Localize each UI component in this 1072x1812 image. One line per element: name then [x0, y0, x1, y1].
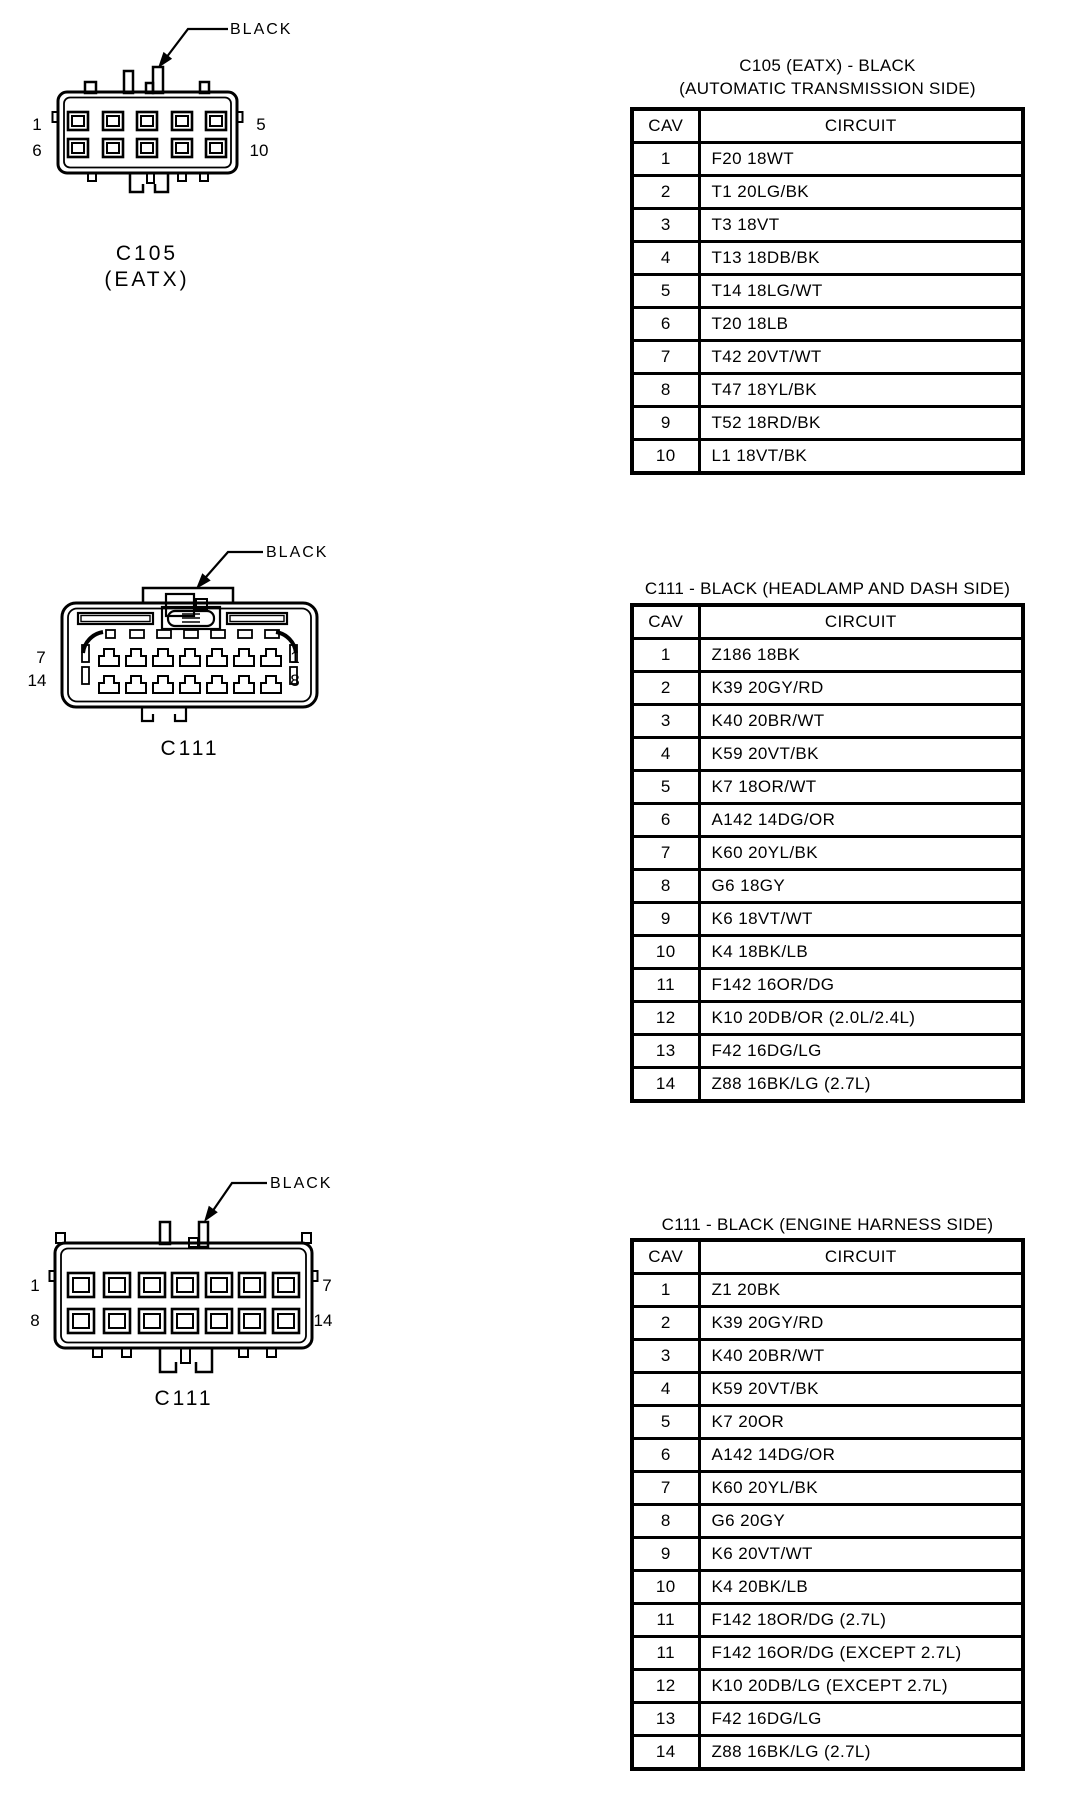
circuit-cell: K7 20OR: [699, 1406, 1023, 1439]
table-row: [632, 1439, 1023, 1472]
circuit-cell: L1 18VT/BK: [699, 440, 1023, 474]
c111-engine-pin-label-8: 8: [30, 1311, 40, 1330]
cav-cell: 2: [632, 1307, 699, 1340]
circuit-cell: K39 20GY/RD: [699, 1307, 1023, 1340]
cav-cell: 1: [632, 1274, 699, 1307]
cav-cell: 9: [632, 1538, 699, 1571]
circuit-cell: G6 18GY: [699, 870, 1023, 903]
cav-cell: 9: [632, 407, 699, 440]
cav-cell: 11: [632, 1604, 699, 1637]
circuit-header: CIRCUIT: [699, 605, 1023, 639]
c111-dash-black-leader-arrow: [196, 552, 263, 589]
c111-dash-connector-drawing: [62, 552, 317, 721]
cav-cell: 14: [632, 1736, 699, 1770]
c105-pin-label-6: 6: [32, 141, 42, 160]
cav-header: CAV: [632, 1240, 699, 1274]
table-row: [632, 804, 1023, 837]
cav-cell: 7: [632, 1472, 699, 1505]
cav-cell: 11: [632, 969, 699, 1002]
table-row: [632, 1035, 1023, 1068]
table-row: [632, 1068, 1023, 1102]
c105-black-label: BLACK: [230, 21, 293, 38]
circuit-cell: A142 14DG/OR: [699, 804, 1023, 837]
table-row: [632, 870, 1023, 903]
circuit-cell: K59 20VT/BK: [699, 738, 1023, 771]
table-row: [632, 440, 1023, 474]
table-title-line: C105 (EATX) - BLACK: [739, 56, 916, 75]
circuit-cell: K40 20BR/WT: [699, 1340, 1023, 1373]
c111-engine-bottom-tabs: [93, 1348, 276, 1372]
table-row: [632, 1736, 1023, 1770]
c111-engine-pinout-table: [630, 1238, 1025, 1771]
circuit-cell: T52 18RD/BK: [699, 407, 1023, 440]
c105-bottom-tabs: [88, 173, 208, 192]
circuit-cell: K39 20GY/RD: [699, 672, 1023, 705]
circuit-cell: T14 18LG/WT: [699, 275, 1023, 308]
cav-cell: 6: [632, 1439, 699, 1472]
c111-dash-pin-label-14: 14: [27, 671, 47, 690]
table-row: [632, 672, 1023, 705]
c111-engine-pin-label-7: 7: [322, 1276, 332, 1295]
table-row: [632, 242, 1023, 275]
table-row: [632, 275, 1023, 308]
cav-cell: 5: [632, 1406, 699, 1439]
c105-black-leader-arrow: [158, 29, 228, 68]
circuit-cell: F142 16OR/DG (EXCEPT 2.7L): [699, 1637, 1023, 1670]
table-row: [632, 771, 1023, 804]
c105-pin-label-10: 10: [249, 141, 269, 160]
table-row: [632, 1472, 1023, 1505]
cav-cell: 13: [632, 1035, 699, 1068]
c111-engine-pin-label-1: 1: [30, 1276, 40, 1295]
table-row: [632, 308, 1023, 341]
table-row: [632, 374, 1023, 407]
table-row: [632, 209, 1023, 242]
table-row: [632, 1670, 1023, 1703]
circuit-cell: T47 18YL/BK: [699, 374, 1023, 407]
table-row: [632, 176, 1023, 209]
table-row: [632, 1307, 1023, 1340]
circuit-cell: F142 16OR/DG: [699, 969, 1023, 1002]
c111-dash-caption: C111: [160, 737, 220, 760]
circuit-cell: A142 14DG/OR: [699, 1439, 1023, 1472]
circuit-header: CIRCUIT: [699, 1240, 1023, 1274]
c111-engine-black-leader-arrow: [204, 1183, 267, 1222]
table-row: [632, 407, 1023, 440]
circuit-cell: K59 20VT/BK: [699, 1373, 1023, 1406]
circuit-cell: Z88 16BK/LG (2.7L): [699, 1068, 1023, 1102]
table-row: [632, 1406, 1023, 1439]
cav-cell: 5: [632, 275, 699, 308]
table-header-row: [632, 109, 1023, 143]
cav-cell: 13: [632, 1703, 699, 1736]
table-row: [632, 1637, 1023, 1670]
circuit-cell: T3 18VT: [699, 209, 1023, 242]
circuit-cell: K60 20YL/BK: [699, 1472, 1023, 1505]
c111-dash-black-label: BLACK: [266, 544, 329, 561]
table-row: [632, 969, 1023, 1002]
table-row: [632, 1373, 1023, 1406]
cav-cell: 3: [632, 705, 699, 738]
cav-cell: 12: [632, 1670, 699, 1703]
table-header-row: [632, 605, 1023, 639]
c105-pin-label-5: 5: [256, 115, 266, 134]
c105-caption-eatx: (EATX): [104, 268, 190, 291]
cav-cell: 10: [632, 936, 699, 969]
cav-cell: 9: [632, 903, 699, 936]
table-row: [632, 1274, 1023, 1307]
circuit-header: CIRCUIT: [699, 109, 1023, 143]
cav-cell: 10: [632, 440, 699, 474]
cav-cell: 4: [632, 242, 699, 275]
cav-cell: 3: [632, 209, 699, 242]
c105-pin-label-1: 1: [32, 115, 42, 134]
c111-dash-table-title: [630, 577, 1025, 600]
circuit-cell: F42 16DG/LG: [699, 1035, 1023, 1068]
c111-dash-pinout-table: [630, 603, 1025, 1103]
c105-body: [53, 92, 243, 173]
cav-cell: 8: [632, 870, 699, 903]
c111-engine-connector-drawing: [50, 1183, 318, 1372]
circuit-cell: K40 20BR/WT: [699, 705, 1023, 738]
c105-table-title: [630, 54, 1025, 100]
cav-cell: 10: [632, 1571, 699, 1604]
table-row: [632, 1505, 1023, 1538]
c105-pins: [68, 112, 226, 157]
circuit-cell: F20 18WT: [699, 143, 1023, 176]
c111-engine-black-label: BLACK: [270, 1175, 333, 1192]
circuit-cell: K6 20VT/WT: [699, 1538, 1023, 1571]
cav-cell: 12: [632, 1002, 699, 1035]
cav-cell: 4: [632, 738, 699, 771]
table-title-line: C111 - BLACK (ENGINE HARNESS SIDE): [661, 1215, 994, 1234]
circuit-cell: T20 18LB: [699, 308, 1023, 341]
circuit-cell: K6 18VT/WT: [699, 903, 1023, 936]
table-title-line: (AUTOMATIC TRANSMISSION SIDE): [679, 79, 976, 98]
circuit-cell: K10 20DB/LG (EXCEPT 2.7L): [699, 1670, 1023, 1703]
circuit-cell: K10 20DB/OR (2.0L/2.4L): [699, 1002, 1023, 1035]
table-header-row: [632, 1240, 1023, 1274]
table-row: [632, 1571, 1023, 1604]
table-row: [632, 936, 1023, 969]
c111-engine-pins: [68, 1273, 299, 1333]
cav-cell: 8: [632, 1505, 699, 1538]
cav-cell: 8: [632, 374, 699, 407]
table-row: [632, 1538, 1023, 1571]
c111-dash-pin-label-8: 8: [290, 671, 300, 690]
cav-cell: 6: [632, 308, 699, 341]
circuit-cell: Z1 20BK: [699, 1274, 1023, 1307]
cav-cell: 6: [632, 804, 699, 837]
cav-cell: 4: [632, 1373, 699, 1406]
c111-engine-caption: C111: [154, 1387, 214, 1410]
c111-dash-pins: [99, 649, 281, 693]
c111-engine-table-title: [630, 1213, 1025, 1236]
c111-engine-pin-label-14: 14: [313, 1311, 333, 1330]
cav-cell: 5: [632, 771, 699, 804]
table-row: [632, 341, 1023, 374]
cav-cell: 2: [632, 672, 699, 705]
table-row: [632, 1002, 1023, 1035]
c105-caption: C105: [115, 242, 179, 265]
table-row: [632, 738, 1023, 771]
cav-cell: 1: [632, 639, 699, 672]
c105-connector-drawing: [53, 29, 243, 192]
cav-header: CAV: [632, 109, 699, 143]
cav-header: CAV: [632, 605, 699, 639]
cav-cell: 3: [632, 1340, 699, 1373]
table-row: [632, 143, 1023, 176]
circuit-cell: K4 18BK/LB: [699, 936, 1023, 969]
table-row: [632, 1703, 1023, 1736]
circuit-cell: T1 20LG/BK: [699, 176, 1023, 209]
circuit-cell: K4 20BK/LB: [699, 1571, 1023, 1604]
circuit-cell: G6 20GY: [699, 1505, 1023, 1538]
table-row: [632, 837, 1023, 870]
table-row: [632, 639, 1023, 672]
c111-dash-pin-label-7: 7: [36, 648, 46, 667]
cav-cell: 14: [632, 1068, 699, 1102]
table-row: [632, 903, 1023, 936]
cav-cell: 7: [632, 341, 699, 374]
table-row: [632, 1340, 1023, 1373]
circuit-cell: K60 20YL/BK: [699, 837, 1023, 870]
circuit-cell: Z88 16BK/LG (2.7L): [699, 1736, 1023, 1770]
cav-cell: 11: [632, 1637, 699, 1670]
circuit-cell: T13 18DB/BK: [699, 242, 1023, 275]
circuit-cell: F142 18OR/DG (2.7L): [699, 1604, 1023, 1637]
c111-dash-bottom-tabs: [142, 707, 186, 721]
circuit-cell: F42 16DG/LG: [699, 1703, 1023, 1736]
table-row: [632, 1604, 1023, 1637]
table-row: [632, 705, 1023, 738]
circuit-cell: T42 20VT/WT: [699, 341, 1023, 374]
cav-cell: 1: [632, 143, 699, 176]
circuit-cell: Z186 18BK: [699, 639, 1023, 672]
c105-pinout-table: [630, 107, 1025, 475]
c111-dash-pin-label-1: 1: [290, 648, 300, 667]
cav-cell: 2: [632, 176, 699, 209]
table-title-line: C111 - BLACK (HEADLAMP AND DASH SIDE): [644, 579, 1011, 598]
cav-cell: 7: [632, 837, 699, 870]
circuit-cell: K7 18OR/WT: [699, 771, 1023, 804]
c105-top-tabs: [85, 67, 209, 93]
